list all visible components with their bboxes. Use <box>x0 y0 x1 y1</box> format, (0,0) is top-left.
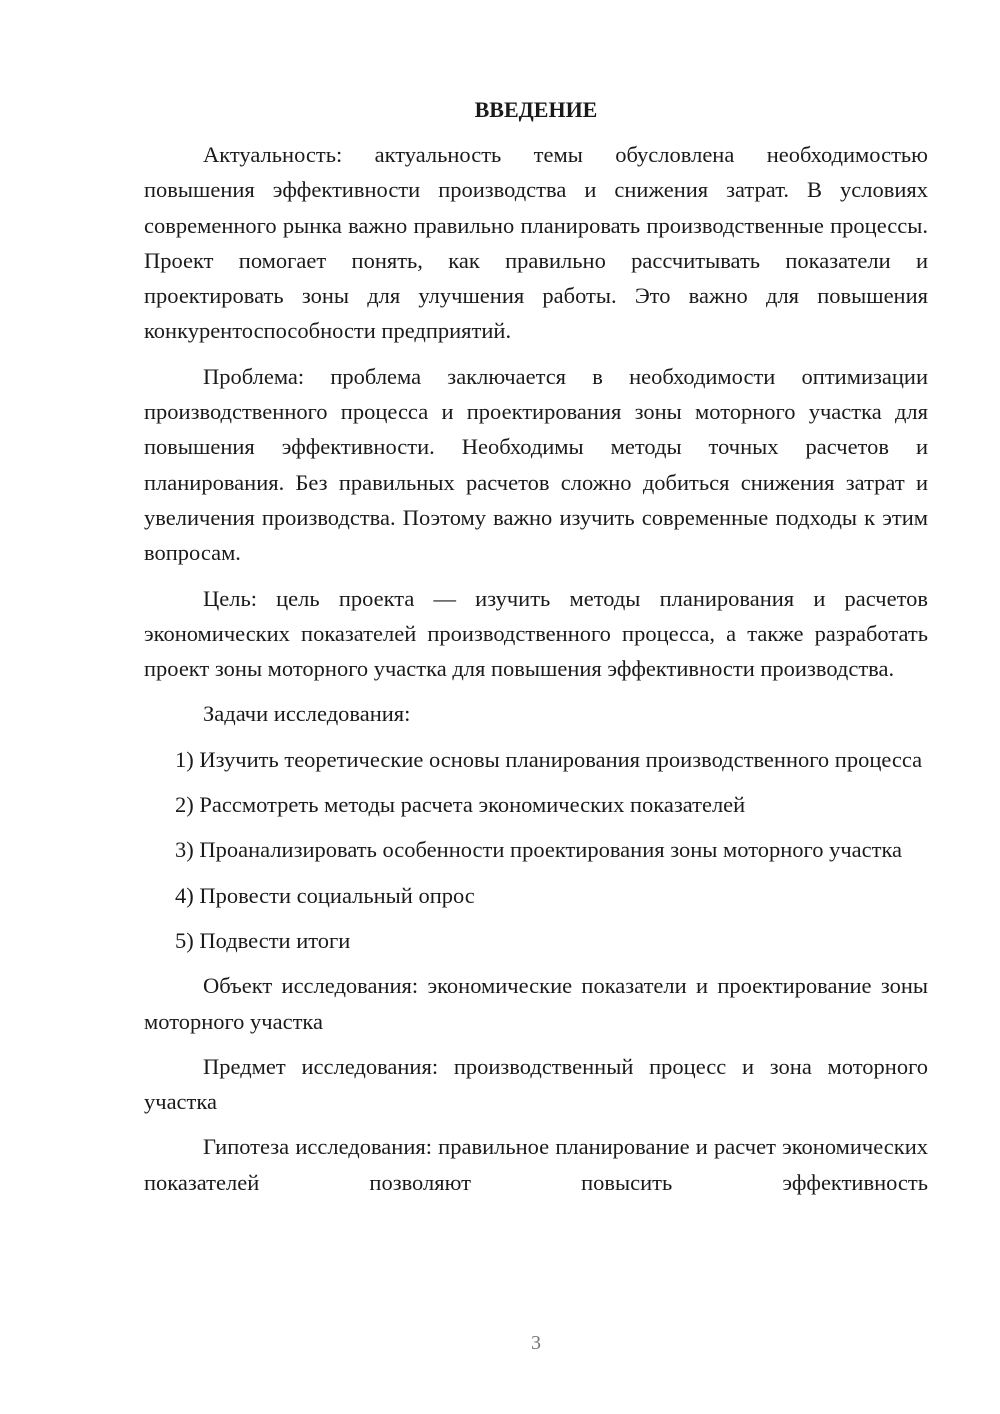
paragraph-object: Объект исследования: экономические показатели и проектирование зоны моторного участка <box>144 973 928 1034</box>
paragraph-subject: Предмет исследования: производственный процесс и зона моторного участка <box>144 1053 928 1115</box>
page-number: 3 <box>531 1332 541 1354</box>
task-item: 2) Рассмотреть методы расчета экономических показателей <box>175 792 746 818</box>
page-content <box>144 92 928 1210</box>
tasks-heading: Задачи исследования: <box>203 701 411 727</box>
task-item: 5) Подвести итоги <box>175 927 351 953</box>
paragraph-relevance: Актуальность: актуальность темы обусловлена необходимостью повышения эффективности производства и снижения затрат. В условиях современного рынка важно правильно планировать производственные процессы. Проект помогает понять, как правильно рассчитывать показатели и проектировать зоны для улучшения работы. Это важно для повышения конкурентоспособности предприятий. <box>144 142 928 344</box>
paragraph-goal: Цель: цель проекта — изучить методы планирования и расчетов экономических показателей производственного процесса, а также разработать проект зоны моторного участка для повышения эффективности производства. <box>144 585 928 682</box>
section-title: ВВЕДЕНИЕ <box>474 97 598 122</box>
task-item: 3) Проанализировать особенности проектирования зоны моторного участка <box>175 837 903 863</box>
task-item: 1) Изучить теоретические основы планирования производственного процесса <box>175 746 923 772</box>
paragraph-hypothesis: Гипотеза исследования: правильное планирование и расчет экономических показателей позволяют повысить эффективность <box>144 1134 928 1195</box>
task-item: 4) Провести социальный опрос <box>175 882 475 908</box>
paragraph-problem: Проблема: проблема заключается в необходимости оптимизации производственного процесса и проектирования зоны моторного участка для повышения эффективности. Необходимы методы точных расчетов и планирования. Без правильных расчетов сложно добиться снижения затрат и увеличения производства. Поэтому важно изучить современные подходы к этим вопросам. <box>144 363 928 566</box>
